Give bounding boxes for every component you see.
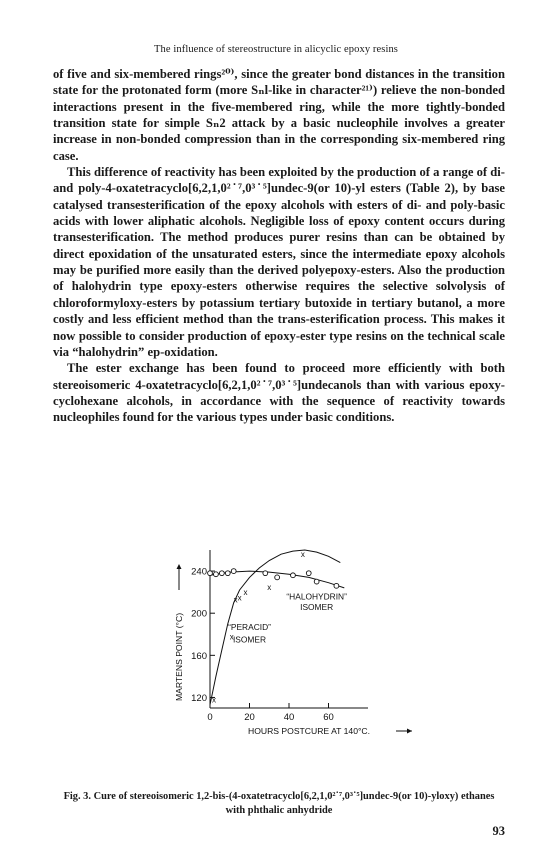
y-tick-label: 120 — [191, 692, 207, 704]
data-point-halohydrin — [314, 579, 319, 584]
x-tick-label: 60 — [323, 712, 334, 723]
data-point-peracid: x — [229, 632, 234, 642]
data-point-halohydrin — [231, 569, 236, 574]
y-axis-label: MARTENS POINT (°C) — [174, 612, 184, 702]
cure-chart — [150, 540, 530, 785]
chart-annotation: “HALOHYDRIN” — [286, 591, 347, 602]
y-tick-label: 240 — [191, 566, 207, 578]
x-axis-label: HOURS POSTCURE AT 140°C. — [247, 726, 371, 736]
body-text — [53, 66, 505, 426]
figure-caption: Fig. 3. Cure of stereoisomeric 1,2-bis-(4-oxatetracyclo[6,2,1,0²˙⁷,0³˙⁵]undec-9(or 10)-yloxy) ethanes with phthalic anhydride — [63, 791, 495, 816]
y-tick-label: 200 — [191, 608, 207, 620]
data-point-halohydrin — [208, 571, 213, 576]
data-point-halohydrin — [263, 571, 268, 576]
chart-annotation: ISOMER — [300, 602, 334, 613]
data-point-halohydrin — [334, 583, 339, 588]
data-point-halohydrin — [219, 571, 224, 576]
paragraph-1: of five and six-membered rings²⁰⁾, since the greater bond distances in the transition state for the protonated form (more Sₙl-like in character²¹⁾) relieve the non-bonded interactions present in the five-membered ring, while the more tightly-bonded transition state for simple Sₙ2 attack by a basic nucleophile involves a greater increase in non-bonded compression than in the corresponding six-membered ring case. — [53, 67, 505, 163]
data-point-halohydrin — [275, 575, 280, 580]
x-tick-label: 0 — [207, 712, 213, 723]
data-point-halohydrin — [291, 573, 296, 578]
data-point-peracid: x — [237, 593, 242, 603]
data-point-halohydrin — [214, 572, 219, 577]
data-point-halohydrin — [306, 571, 311, 576]
running-header: The influence of stereostructure in alicyclic epoxy resins — [154, 44, 398, 55]
data-point-peracid: x — [267, 582, 272, 592]
data-point-halohydrin — [225, 571, 230, 576]
data-point-peracid: x — [300, 550, 305, 560]
paragraph-2: This difference of reactivity has been exploited by the production of a range of di- and poly-4-oxatetracyclo[6,2,1,0²˙⁷,0³˙⁵]undec-9(or 10)-yl esters (Table 2), by base catalysed transesterification of the epoxy alcohols with esters of di- and poly-basic acids with lower aliphatic alcohols. Negligible loss of epoxy content occurs during transesterification. The method produces purer resins than can be obtained by direct epoxidation of the unsaturated esters, since the intermediate epoxy alcohols may be purified more easily than the derived polyepoxy-esters. Also the production of halohydrin type epoxy-esters otherwise requires the selective solvolysis of chloroformyloxy-esters by potassium tertiary butoxide in tertiary butanol, a more costly and less efficient method than the trans-esterification process. This makes it now possible to consider production of epoxy-ester type resins on the technical scale via “halohydrin” ep-oxidation. — [53, 165, 505, 359]
figure-3 — [150, 540, 530, 785]
data-point-peracid: x — [243, 588, 248, 598]
x-tick-label: 40 — [283, 712, 295, 723]
y-axis-arrowhead — [177, 564, 182, 569]
page-number: 93 — [492, 824, 505, 838]
y-tick-label: 160 — [191, 650, 207, 662]
data-point-peracid: x — [233, 595, 238, 605]
x-tick-label: 20 — [244, 712, 255, 723]
data-point-peracid: x — [211, 695, 216, 705]
x-axis-arrowhead — [407, 729, 412, 734]
paragraph-3: The ester exchange has been found to proceed more efficiently with both stereoisomeric 4-oxatetracyclo[6,2,1,0²˙⁷,0³˙⁵]undecanols than with various epoxy-cyclohexane alcohols, in accordance with the sequence of reactivity towards nucleophiles found for the various types under basic conditions. — [53, 361, 505, 425]
chart-annotation: ISOMER — [232, 634, 267, 645]
chart-annotation: “PERACID” — [228, 622, 271, 633]
